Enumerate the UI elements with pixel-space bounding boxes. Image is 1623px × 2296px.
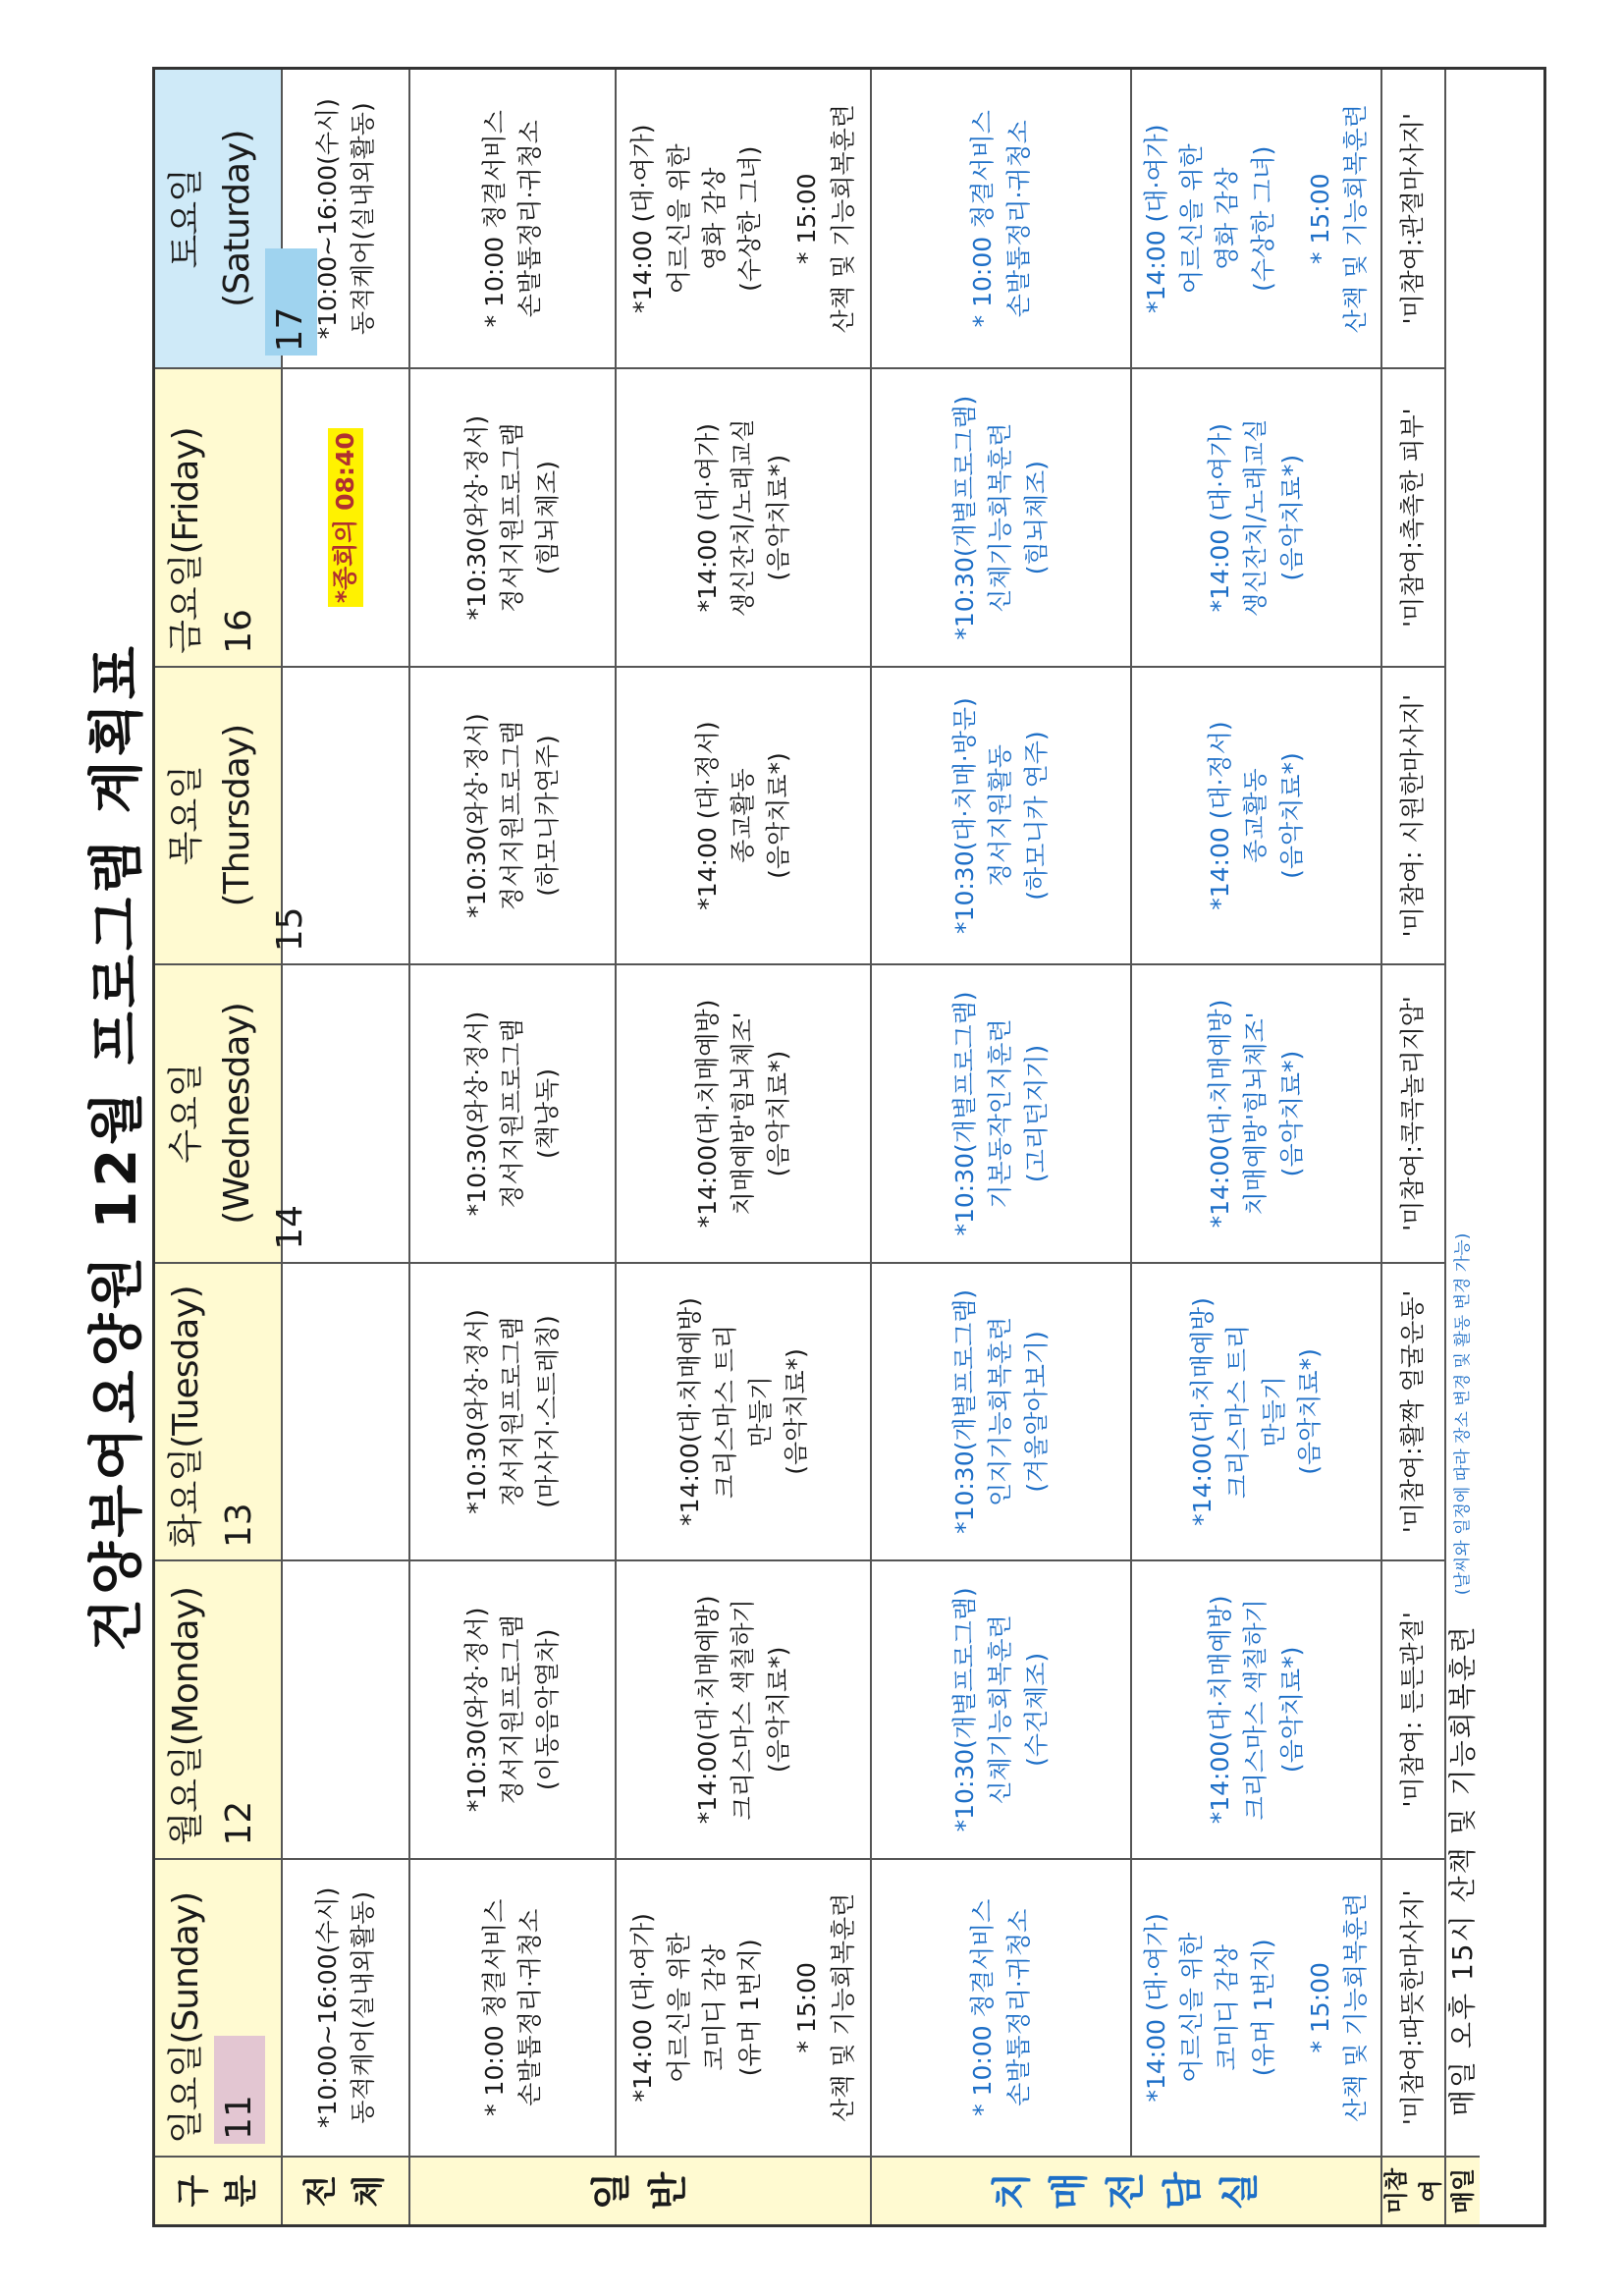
cell-dementia-am-thu [872,666,1132,963]
cell-line: (수건체조) [1021,1652,1051,1767]
cell-line: 크리스마스 트리 [710,1324,739,1499]
cell-line: *10:00~16:00(수시) [312,1886,342,2128]
day-header-tuesday [155,1262,283,1559]
schedule-table [152,67,1546,2227]
cell-general-pm-mon [617,1559,872,1857]
cell-absent-tue: '미참여:활짝 얼굴운동' [1382,1262,1446,1559]
cell-line: (음악치료*) [1276,1646,1306,1774]
cell-line: 영화 감상 [1213,167,1242,271]
day-name: 금요일(Friday) [166,427,206,654]
cell-dementia-pm-thu [1132,666,1382,963]
cell-line: (음악치료*) [1294,1348,1324,1475]
page-title: 건양부여요양원 12월 프로그램 계획표 [85,642,149,1652]
cell-line: 어르신을 위한 [1177,143,1206,295]
cell-line: *10:30(와상·정서) [461,1011,491,1217]
day-header-thursday [155,666,311,963]
cell-absent-sun: '미참여:따뜻한마사지' [1382,1858,1446,2156]
day-date: 15 [270,906,311,953]
schedule-sheet [79,67,1551,2227]
cell-dementia-am-tue [872,1262,1132,1559]
cell-line: (고리던지기) [1021,1044,1051,1183]
cell-line: *10:00~16:00(수시) [312,98,342,340]
cell-line: 크리스마스 색칠하기 [1241,1599,1271,1821]
cell-absent-wed: '미참여:콕콕놀리지압' [1382,963,1446,1261]
cell-line: *14:00 (대·여가) [628,124,658,313]
cell-line: (음악치료*) [764,752,793,879]
cell-line: *14:00 (대·여가) [692,422,722,613]
cell-line: (수상한 그녀) [1248,145,1277,292]
cell-line: *14:00(대·치매예방) [1206,1595,1235,1825]
cell-line: *14:00 (대·여가) [1141,124,1170,313]
cell-line: (책낭독) [533,1068,563,1159]
cell-dementia-pm-tue [1132,1262,1382,1559]
day-name: 일요일(Sunday) [166,1891,206,2144]
cell-dementia-pm-fri [1132,367,1382,665]
cell-line: 정서지원프로그램 [497,422,526,613]
cell-line: 산책 및 기능회복훈련 [828,104,857,334]
cell-line: 코미디 감상 [699,1943,729,2071]
cell-general-pm-wed [617,963,872,1261]
cell-line: 동적케어(실내외활동) [349,102,377,336]
cell-dementia-am-sat [872,70,1132,367]
cell-line: 만들기 [1259,1376,1288,1448]
cell-line: 크리스마스 색칠하기 [728,1599,757,1821]
cell-line: (마사지·스트레칭) [533,1315,563,1508]
row-label-daily: 매일 [1446,2156,1480,2224]
cell-general-am-tue [410,1262,617,1559]
row-label-absent: 미참여 [1382,2156,1446,2224]
cell-line: 정서지원활동 [986,744,1015,888]
cell-line: (유머 1번지) [1248,1939,1277,2077]
cell-line: 동적케어(실내외활동) [349,1890,377,2124]
cell-all-tue [283,1262,410,1559]
cell-line: 종교활동 [1241,768,1271,863]
daily-footer-note: (날씨와 일정에 따라 장소 변경 및 활동 변경 가능) [1452,1232,1473,1596]
cell-line: *14:00(대·치매예방) [692,999,722,1229]
day-name: 토요일(Saturday) [166,130,258,307]
cell-line: 만들기 [746,1376,775,1448]
cell-line: 크리스마스 트리 [1223,1324,1253,1499]
cell-general-am-wed [410,963,617,1261]
daily-footer-text: 매일 오후 15시 산책 및 기능회복훈련 [1445,1624,1479,2116]
cell-general-pm-thu [617,666,872,963]
daily-footer [1446,70,1480,2156]
cell-all-wed [283,963,410,1261]
cell-line: (유머 1번지) [735,1939,764,2077]
cell-general-am-fri [410,367,617,665]
cell-line: *14:00 (대·여가) [1206,422,1235,613]
cell-general-am-sat [410,70,617,367]
cell-all-sat [283,70,410,367]
day-name: 수요일(Wednesday) [166,1003,258,1225]
cell-line: 손발톱정리·귀청소 [515,1908,544,2106]
cell-general-pm-sat [617,70,872,367]
cell-line: 산책 및 기능회복훈련 [1341,104,1370,334]
cell-line: (음악치료*) [1276,752,1306,879]
cell-absent-fri: '미참여:촉촉한 피부' [1382,367,1446,665]
cell-line: (음악치료*) [764,1050,793,1177]
cell-line: *14:00(대·치매예방) [692,1595,722,1825]
cell-line: *10:30(와상·정서) [461,414,491,621]
cell-line: 정서지원프로그램 [497,1614,526,1805]
day-header-saturday [155,70,311,367]
cell-general-am-mon [410,1559,617,1857]
cell-line: *10:30(대·치매·방문) [950,697,980,934]
cell-line: 치매예방'힘뇌체조' [728,1011,757,1216]
cell-line: *10:30(개별프로그램) [950,1288,980,1534]
meeting-highlight: *종회의 08:40 [328,428,363,607]
day-header-monday [155,1559,283,1857]
cell-line: (힘뇌체조) [1021,461,1051,575]
cell-dementia-am-mon [872,1559,1132,1857]
cell-line: * 10:00 청결서비스 [479,1898,509,2116]
cell-line: 인지기능회복훈련 [986,1316,1015,1507]
cell-dementia-am-fri [872,367,1132,665]
cell-line: 손발톱정리·귀청소 [1003,120,1033,318]
cell-line: 손발톱정리·귀청소 [1003,1908,1033,2106]
cell-line: * 15:00 [1305,173,1334,264]
cell-line: *10:30(와상·정서) [461,713,491,918]
cell-general-am-sun [410,1858,617,2156]
cell-line: 어르신을 위한 [664,143,693,295]
cell-line: *10:30(개별프로그램) [950,991,980,1236]
day-date: 11 [214,2036,265,2144]
cell-line: 생신잔치/노래교실 [1241,418,1271,617]
cell-line: (음악치료*) [764,1646,793,1774]
cell-absent-sat: '미참여:관절마사지' [1382,70,1446,367]
cell-line: 신체기능회복훈련 [986,422,1015,613]
day-date: 17 [265,248,316,356]
day-name: 목요일(Thursday) [166,724,258,907]
cell-line: *14:00(대·치매예방) [1188,1297,1217,1526]
cell-dementia-am-wed [872,963,1132,1261]
cell-dementia-pm-wed [1132,963,1382,1261]
cell-line: (이동음악열차) [533,1628,563,1791]
cell-line: 정서지원프로그램 [497,720,526,911]
cell-line: (음악치료*) [764,454,793,581]
cell-line: 어르신을 위한 [1177,1932,1206,2083]
cell-line: *14:00 (대·여가) [628,1913,658,2103]
cell-general-pm-fri [617,367,872,665]
cell-line: (음악치료*) [1276,1050,1306,1177]
cell-line: *14:00(대·치매예방) [1206,999,1235,1229]
row-label-all: 전체 [283,2156,410,2224]
cell-line: * 10:00 청결서비스 [479,110,509,328]
cell-line: *10:30(개별프로그램) [950,395,980,640]
day-header-sunday [155,1858,283,2156]
cell-all-thu [283,666,410,963]
cell-all-sun [283,1858,410,2156]
cell-line: 손발톱정리·귀청소 [515,120,544,318]
cell-line: *14:00 (대·정서) [1206,721,1235,910]
cell-line: 산책 및 기능회복훈련 [1341,1892,1370,2122]
cell-line: (수상한 그녀) [735,145,764,292]
cell-line: 정서지원프로그램 [497,1018,526,1209]
cell-line: 기본동작인지훈련 [986,1018,1015,1209]
day-date: 14 [270,1204,311,1250]
cell-general-pm-tue [617,1262,872,1559]
cell-line: 신체기능회복훈련 [986,1614,1015,1805]
cell-absent-mon: '미참여: 튼튼관절' [1382,1559,1446,1857]
cell-line: * 15:00 [1305,1962,1334,2053]
cell-absent-thu: '미참여: 시원한마사지' [1382,666,1446,963]
day-name: 월요일(Monday) [166,1587,206,1846]
cell-dementia-pm-mon [1132,1559,1382,1857]
cell-line: * 10:00 청결서비스 [968,1898,998,2116]
day-date: 12 [219,1800,260,1846]
cell-general-pm-sun [617,1858,872,2156]
cell-line: 치매예방'힘뇌체조' [1241,1011,1271,1216]
cell-line: * 15:00 [792,1962,822,2053]
cell-line: (음악치료*) [1276,454,1306,581]
cell-dementia-am-sun [872,1858,1132,2156]
cell-line: (겨울알아보기) [1021,1331,1051,1493]
cell-dementia-pm-sat [1132,70,1382,367]
cell-dementia-pm-sun [1132,1858,1382,2156]
cell-line: *10:30(개별프로그램) [950,1587,980,1832]
cell-line: 종교활동 [728,768,757,863]
cell-line: 정서지원프로그램 [497,1316,526,1507]
cell-line: *14:00 (대·정서) [692,721,722,910]
cell-line: *10:30(와상·정서) [461,1607,491,1813]
category-header: 구분 [155,2156,283,2224]
cell-all-fri [283,367,410,665]
cell-line: *14:00 (대·여가) [1141,1913,1170,2103]
cell-line: *14:00(대·치매예방) [675,1297,704,1526]
cell-line: (하모니카연주) [533,735,563,897]
cell-line: 산책 및 기능회복훈련 [828,1892,857,2122]
row-label-general: 일 반 [410,2156,872,2224]
day-date: 16 [219,609,260,654]
cell-line: (음악치료*) [782,1348,811,1475]
cell-line: 생신잔치/노래교실 [728,418,757,617]
cell-line: 영화 감상 [699,167,729,271]
row-label-dementia: 치 매 전 담 실 [872,2156,1382,2224]
cell-line: 코미디 감상 [1213,1943,1242,2071]
cell-all-mon [283,1559,410,1857]
day-header-friday [155,367,283,665]
cell-general-am-thu [410,666,617,963]
cell-line: *10:30(와상·정서) [461,1309,491,1514]
cell-line: (하모니카 연주) [1021,731,1051,901]
cell-line: * 15:00 [792,173,822,264]
cell-line: 어르신을 위한 [664,1932,693,2083]
day-name: 화요일(Tuesday) [166,1285,206,1549]
cell-line: (힘뇌체조) [533,461,563,575]
cell-line: * 10:00 청결서비스 [968,110,998,328]
day-date: 13 [219,1503,260,1549]
day-header-wednesday [155,963,311,1261]
